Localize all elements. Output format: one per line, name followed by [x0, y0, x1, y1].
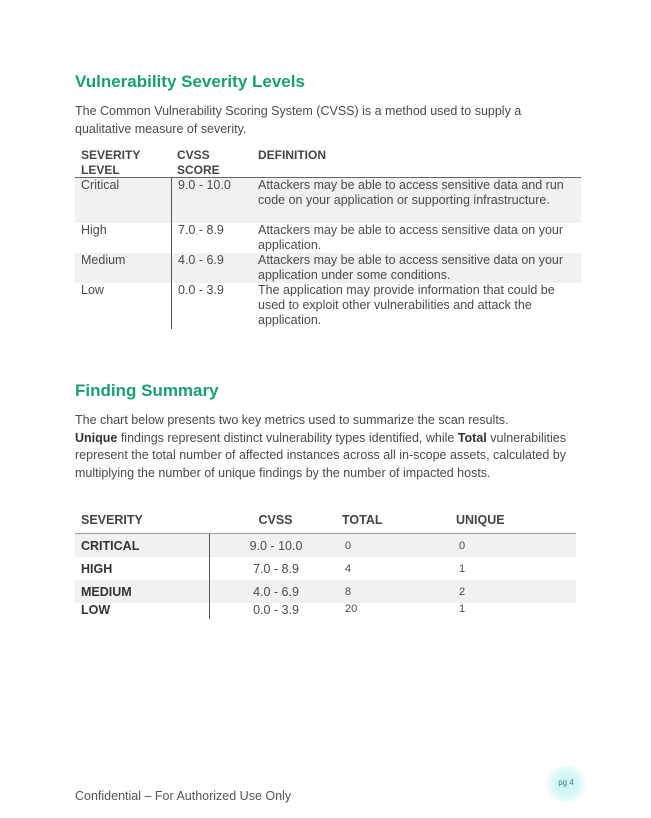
cvss-cell: 0.0 - 3.9 [209, 603, 342, 619]
summary-intro-sentence: The chart below presents two key metrics used to summarize the scan results. [75, 413, 509, 427]
severity-level-cell: Critical [81, 178, 120, 192]
table-row [75, 253, 581, 283]
header-severity: SEVERITY [81, 513, 143, 527]
cvss-score-cell: 7.0 - 8.9 [171, 223, 253, 253]
definition-cell: Attackers may be able to access sensitive data and run code on your application or supporting infrastructure. [258, 178, 564, 207]
table-row [75, 283, 581, 329]
cvss-score-cell: 0.0 - 3.9 [171, 283, 253, 329]
severity-cell: MEDIUM [81, 584, 132, 599]
cvss-cell: 9.0 - 10.0 [209, 534, 342, 557]
summary-intro-paragraph [75, 412, 575, 482]
table-header-row [75, 512, 576, 534]
cvss-cell: 4.0 - 6.9 [209, 580, 342, 603]
cvss-score-cell: 9.0 - 10.0 [171, 178, 253, 223]
severity-level-cell: Low [81, 283, 104, 297]
header-total: TOTAL [342, 513, 383, 527]
finding-summary-heading: Finding Summary [75, 381, 219, 400]
unique-cell: 2 [459, 585, 466, 598]
total-cell: 0 [345, 539, 352, 552]
finding-summary-table [75, 512, 576, 619]
summary-intro-text: vulnerabilities represent the total number of affected instances across all in-scope assets, calculated by multiplying the number of unique findings by the number of impacted hosts. [75, 430, 567, 480]
header-cvss-score: CVSS SCORE [177, 148, 220, 177]
definition-cell: The application may provide information that could be used to exploit other vulnerabilities and attack the application. [258, 283, 555, 327]
severity-cell: LOW [81, 603, 111, 617]
unique-term: Unique [75, 430, 118, 445]
definition-cell: Attackers may be able to access sensitive data on your application. [258, 223, 564, 252]
header-definition: DEFINITION [258, 148, 326, 162]
table-row [75, 534, 576, 557]
table-row [75, 178, 581, 223]
page-number: pg 4 [558, 778, 574, 787]
severity-levels-table [75, 147, 581, 329]
header-unique: UNIQUE [456, 513, 505, 527]
definition-cell: Attackers may be able to access sensitive data on your application under some conditions. [258, 253, 564, 282]
unique-cell: 0 [459, 539, 466, 552]
page-number-badge [545, 765, 587, 803]
severity-levels-heading: Vulnerability Severity Levels [75, 72, 305, 91]
table-row [75, 223, 581, 253]
unique-cell: 1 [459, 603, 466, 615]
table-row [75, 580, 576, 603]
confidential-footer: Confidential – For Authorized Use Only [75, 789, 292, 803]
severity-intro-paragraph: The Common Vulnerability Scoring System (CVSS) is a method used to supply a qualitative measure of severity. [75, 104, 522, 136]
unique-cell: 1 [459, 562, 466, 575]
severity-level-cell: Medium [81, 253, 126, 267]
severity-cell: HIGH [81, 561, 113, 576]
cvss-score-cell: 4.0 - 6.9 [171, 253, 253, 283]
total-term: Total [457, 430, 487, 445]
table-row [75, 603, 576, 619]
table-row [75, 557, 576, 580]
cvss-cell: 7.0 - 8.9 [209, 557, 342, 580]
table-header-row [75, 147, 581, 178]
severity-level-cell: High [81, 223, 107, 237]
total-cell: 4 [345, 562, 352, 575]
header-cvss: CVSS [258, 513, 293, 527]
header-severity-level: SEVERITY LEVEL [81, 148, 141, 177]
total-cell: 8 [345, 585, 352, 598]
summary-intro-text: findings represent distinct vulnerability types identified, while [117, 430, 458, 445]
total-cell: 20 [345, 603, 358, 615]
severity-cell: CRITICAL [81, 538, 140, 553]
